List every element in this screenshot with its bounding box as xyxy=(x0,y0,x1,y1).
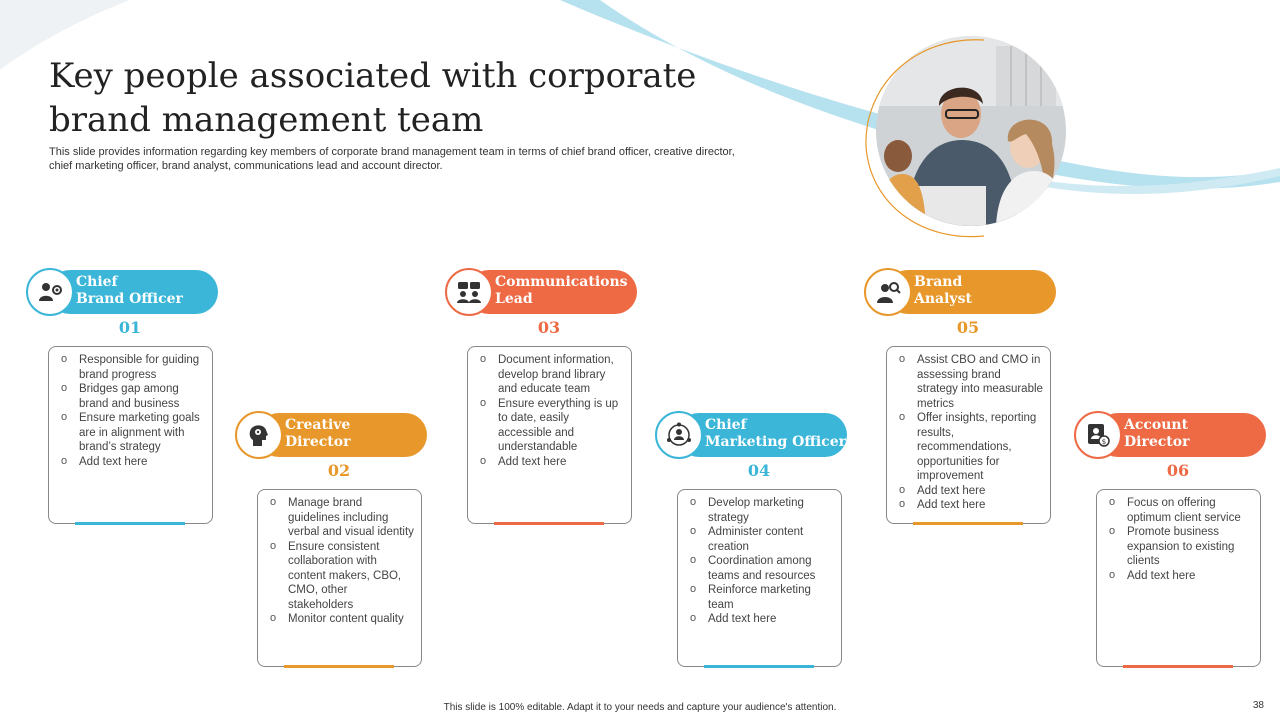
role-number: 06 xyxy=(1166,461,1190,480)
role-header xyxy=(26,270,221,314)
role-title: Chief Marketing Officer xyxy=(705,417,846,450)
bullet-item: o Assist CBO and CMO in assessing brand strategy into measurable metrics xyxy=(895,353,1044,411)
role-description xyxy=(257,489,422,667)
svg-text:$: $ xyxy=(1101,438,1107,446)
bullet-item: o Reinforce marketing team xyxy=(686,583,835,612)
role-number: 03 xyxy=(537,318,561,337)
role-title: Communications Lead xyxy=(495,274,628,307)
bullet-item: o Offer insights, reporting results, recommendations, opportunities for improvement xyxy=(895,411,1044,484)
page-subtitle: This slide provides information regarding key members of corporate brand management team in terms of chief brand officer, creative director, chief marketing officer, brand analyst, communications lead and account director. xyxy=(49,146,735,172)
page-title: Key people associated with corporate brand management team xyxy=(49,56,697,140)
role-description xyxy=(467,346,632,524)
role-header xyxy=(864,270,1059,314)
bullet-item: o Add text here xyxy=(895,498,1044,513)
bullet-item: o Document information, develop brand library and educate team xyxy=(476,353,625,397)
bullet-item: o Add text here xyxy=(476,455,625,470)
footer-note: This slide is 100% editable. Adapt it to your needs and capture your audience's attention. xyxy=(443,702,837,713)
role-number: 05 xyxy=(956,318,980,337)
role-header xyxy=(655,413,850,457)
role-number: 02 xyxy=(327,461,351,480)
role-header xyxy=(235,413,430,457)
bullet-item: o Add text here xyxy=(686,612,835,627)
role-number: 01 xyxy=(118,318,142,337)
bullet-item: o Coordination among teams and resources xyxy=(686,554,835,583)
role-title: Account Director xyxy=(1124,417,1190,450)
role-description xyxy=(677,489,842,667)
bullet-item: o Add text here xyxy=(895,484,1044,499)
bullet-item: o Focus on offering optimum client service xyxy=(1105,496,1254,525)
page-number: 38 xyxy=(1252,700,1264,711)
bullet-item: o Add text here xyxy=(1105,569,1254,584)
role-number: 04 xyxy=(747,461,771,480)
role-header xyxy=(1074,413,1269,457)
bullet-item: o Responsible for guiding brand progress xyxy=(57,353,206,382)
role-title: Brand Analyst xyxy=(914,274,972,307)
analyst-icon xyxy=(864,268,912,316)
account-money-icon xyxy=(1074,411,1122,459)
bullet-item: o Ensure everything is up to date, easily accessible and understandable xyxy=(476,397,625,455)
bullet-item: o Administer content creation xyxy=(686,525,835,554)
role-title: Creative Director xyxy=(285,417,351,450)
role-description xyxy=(886,346,1051,524)
role-header xyxy=(445,270,640,314)
creative-head-icon xyxy=(235,411,283,459)
communication-icon xyxy=(445,268,493,316)
network-person-icon xyxy=(655,411,703,459)
role-title: Chief Brand Officer xyxy=(76,274,183,307)
officer-icon xyxy=(26,268,74,316)
bullet-item: o Ensure consistent collaboration with content makers, CBO, CMO, other stakeholders xyxy=(266,540,415,613)
bullet-item: o Develop marketing strategy xyxy=(686,496,835,525)
role-description xyxy=(48,346,213,524)
bullet-item: o Bridges gap among brand and business xyxy=(57,382,206,411)
bullet-item: o Monitor content quality xyxy=(266,612,415,627)
bullet-item: o Promote business expansion to existing clients xyxy=(1105,525,1254,569)
bullet-item: o Add text here xyxy=(57,455,206,470)
role-description xyxy=(1096,489,1261,667)
bullet-item: o Manage brand guidelines including verbal and visual identity xyxy=(266,496,415,540)
bullet-item: o Ensure marketing goals are in alignment with brand’s strategy xyxy=(57,411,206,455)
team-photo xyxy=(864,36,1070,242)
